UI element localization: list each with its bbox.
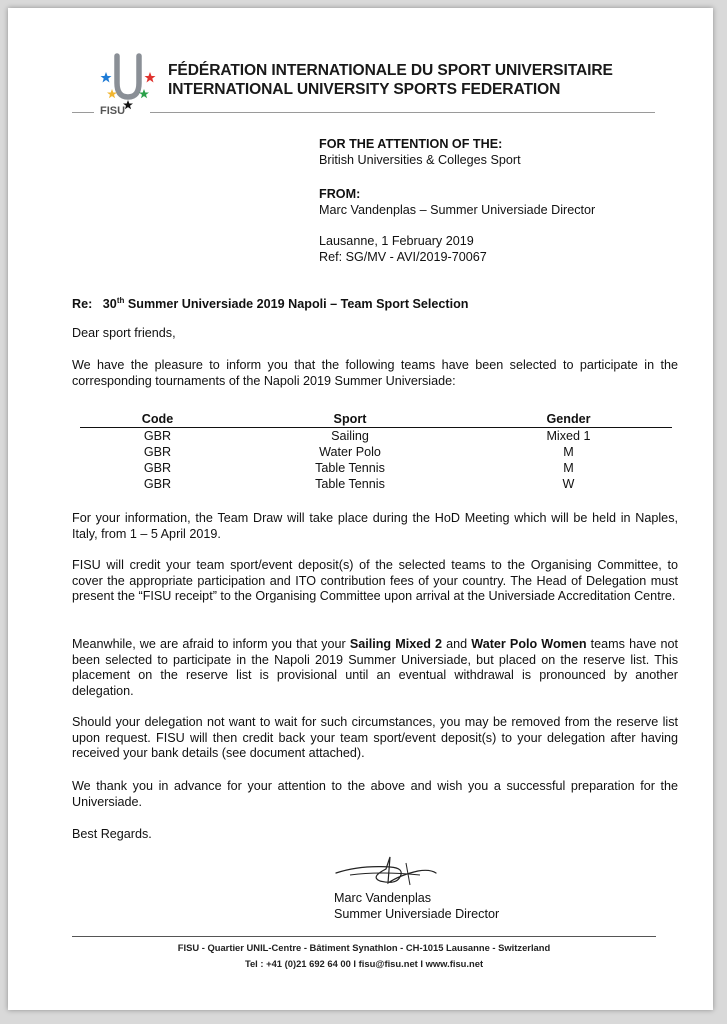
cell-code: GBR (143, 429, 172, 443)
subject-title: Summer Universiade 2019 Napoli – Team Sport Selection (127, 297, 469, 312)
attention-value: British Universities & Colleges Sport (319, 153, 521, 167)
reserve-text-3: teams have not been selected to participate in the Napoli 2019 Summer Universiade, but placed on the reserve list. This placement on the reserve list is provisional until an eventual withdrawal is pronounced by another delegation. (72, 637, 679, 699)
cell-gender: M (563, 445, 574, 459)
reserve-team-1: Sailing Mixed 2 (349, 637, 443, 651)
reserve-paragraph (72, 637, 678, 700)
table-header-row (80, 410, 672, 428)
table-row (80, 444, 672, 460)
column-header-code: Code (80, 410, 235, 428)
cell-code: GBR (143, 461, 172, 475)
intro-paragraph: We have the pleasure to inform you that the following teams have been selected to participate in the corresponding tournaments of the Napoli 2019 Summer Universiade: (72, 358, 678, 388)
header-rule-left (72, 112, 94, 113)
reference: Ref: SG/MV - AVI/2019-70067 (319, 250, 487, 264)
cell-sport: Table Tennis (315, 461, 385, 475)
reserve-team-2: Water Polo Women (471, 637, 587, 651)
cell-code: GBR (143, 477, 172, 491)
footer (72, 940, 656, 971)
fisu-logo (88, 50, 168, 130)
footer-contact: Tel : +41 (0)21 692 64 00 I fisu@fisu.net I www.fisu.net (244, 957, 484, 969)
date-ref-block (319, 233, 487, 265)
subject-line (72, 296, 469, 311)
attention-label: FOR THE ATTENTION OF THE: (319, 137, 503, 151)
table-row (80, 460, 672, 476)
table-row (80, 476, 672, 492)
closing: Best Regards. (72, 827, 152, 841)
cell-sport: Sailing (331, 429, 369, 443)
organization-name (168, 61, 613, 99)
cell-gender: M (563, 461, 574, 475)
cell-sport: Table Tennis (315, 477, 385, 491)
edition-suffix: th (116, 296, 125, 305)
column-header-gender: Gender (465, 410, 672, 428)
org-name-en: INTERNATIONAL UNIVERSITY SPORTS FEDERATION (168, 81, 561, 98)
place-date: Lausanne, 1 February 2019 (319, 234, 474, 248)
salutation: Dear sport friends, (72, 326, 176, 340)
from-label: FROM: (319, 187, 361, 201)
attention-block (319, 136, 521, 168)
edition-number: 30 (102, 297, 117, 312)
reserve-text-2: and (442, 637, 472, 651)
cell-code: GBR (143, 445, 172, 459)
handwritten-signature (330, 851, 440, 891)
letter-page (8, 8, 713, 1010)
cell-gender: Mixed 1 (546, 429, 591, 443)
logo-wordmark: FISU (100, 105, 126, 117)
credit-paragraph: FISU will credit your team sport/event deposit(s) of the selected teams to the Organising Committee, to cover the appropriate participation and ITO contribution fees of your country. The Head of Delegation must present the “FISU receipt” to the Organising Committee upon arrival at the Universiade Accreditation Centre. (72, 558, 678, 604)
withdraw-paragraph: Should your delegation not want to wait for such circumstances, you may be removed from the reserve list upon request. FISU will then credit back your team sport/event deposit(s) to your delegation after having received your bank details (see document attached). (72, 715, 678, 761)
table-row (80, 428, 672, 445)
star-blue-icon (101, 72, 112, 83)
reserve-text-1: Meanwhile, we are afraid to inform you that your (72, 637, 350, 651)
star-red-icon (145, 72, 156, 83)
re-label: Re: (72, 297, 93, 312)
signer-name: Marc Vandenplas (334, 891, 432, 905)
signer-block (334, 891, 499, 922)
from-value: Marc Vandenplas – Summer Universiade Director (319, 203, 596, 217)
cell-sport: Water Polo (319, 445, 381, 459)
column-header-sport: Sport (235, 410, 465, 428)
footer-address: FISU - Quartier UNIL-Centre - Bâtiment Synathlon - CH-1015 Lausanne - Switzerland (177, 942, 551, 953)
cell-gender: W (562, 477, 575, 491)
thanks-paragraph: We thank you in advance for your attention to the above and wish you a successful preparation for the Universiade. (72, 779, 678, 809)
signer-title: Summer Universiade Director (334, 906, 500, 921)
selection-table (80, 410, 672, 492)
footer-rule (72, 936, 656, 937)
from-block (319, 186, 595, 218)
header-rule (150, 112, 655, 113)
team-draw-paragraph: For your information, the Team Draw will take place during the HoD Meeting which will be held in Naples, Italy, from 1 – 5 April 2019. (72, 511, 678, 541)
org-name-fr: FÉDÉRATION INTERNATIONALE DU SPORT UNIVERSITAIRE (168, 62, 613, 79)
